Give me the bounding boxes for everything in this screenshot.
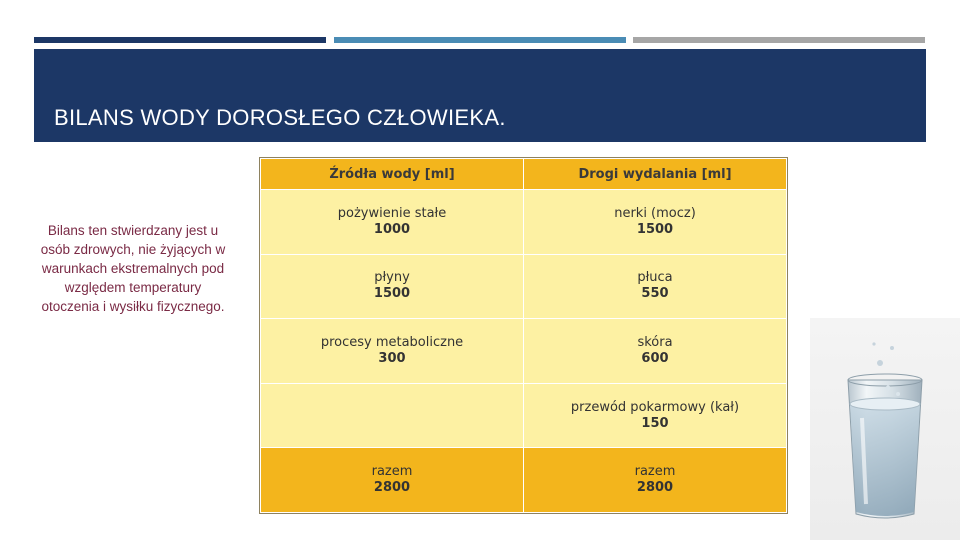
- cell-label: procesy metaboliczne: [320, 334, 464, 350]
- cell-label: skóra: [637, 334, 673, 350]
- cell-label: płyny: [374, 270, 410, 286]
- cell-value: 2800: [636, 480, 674, 496]
- cell-value: 1500: [373, 286, 411, 302]
- table-cell: [524, 383, 787, 448]
- cell-label: płuca: [637, 270, 673, 286]
- header-sources: Źródła wody [ml]: [261, 159, 524, 190]
- water-glass-icon: [810, 318, 960, 540]
- accent-bar-navy: [34, 37, 326, 43]
- table-header-row: [261, 159, 787, 190]
- cell-value: 2800: [373, 480, 411, 496]
- table-row: [261, 190, 787, 255]
- table-cell: [261, 190, 524, 255]
- table-cell: [261, 383, 524, 448]
- table-cell: [261, 448, 524, 513]
- table-row: [261, 319, 787, 384]
- water-glass-image: [810, 318, 960, 540]
- cell-value: 550: [641, 286, 669, 302]
- table-cell: [524, 319, 787, 384]
- accent-bar-blue: [334, 37, 626, 43]
- accent-bar-gray: [633, 37, 925, 43]
- cell-value: 1500: [636, 221, 674, 237]
- table-cell: [524, 190, 787, 255]
- title-band: [34, 49, 926, 142]
- cell-label: przewód pokarmowy (kał): [570, 399, 740, 415]
- table-row: [261, 383, 787, 448]
- cell-value: 150: [641, 415, 669, 431]
- header-excretion: Drogi wydalania [ml]: [524, 159, 787, 190]
- slide-title: BILANS WODY DOROSŁEGO CZŁOWIEKA.: [54, 105, 506, 130]
- water-balance-table: [259, 157, 788, 514]
- cell-label: razem: [634, 464, 676, 480]
- body-text: Bilans ten stwierdzany jest u osób zdrowych, nie żyjących w warunkach ekstremalnych pod względem temperatury otoczenia i wysiłku fizycznego.: [40, 223, 226, 314]
- cell-value: 1000: [373, 221, 411, 237]
- table-cell: [261, 254, 524, 319]
- table-cell: [261, 319, 524, 384]
- table-cell: [524, 254, 787, 319]
- cell-value: 600: [641, 350, 669, 366]
- table-cell: [524, 448, 787, 513]
- cell-value: 300: [378, 350, 406, 366]
- table-row: [261, 254, 787, 319]
- cell-label: pożywienie stałe: [337, 205, 447, 221]
- cell-label: nerki (mocz): [614, 205, 696, 221]
- cell-label: razem: [371, 464, 413, 480]
- table-total-row: [261, 448, 787, 513]
